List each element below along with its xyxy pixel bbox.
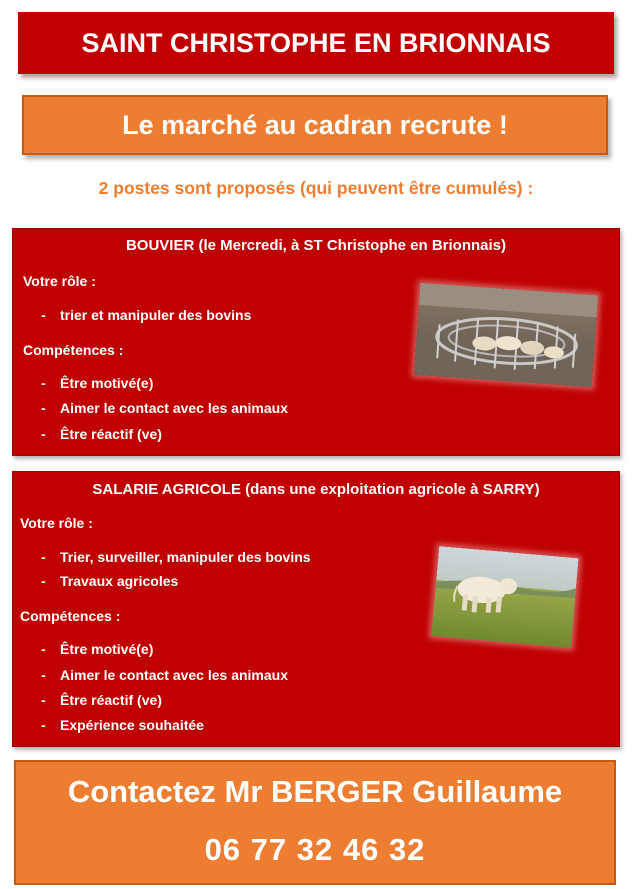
headline-text: Le marché au cadran recrute ! bbox=[122, 109, 508, 140]
list-item: - Trier, surveiller, manipuler des bovins bbox=[41, 549, 311, 565]
list-item: - trier et manipuler des bovins bbox=[41, 307, 252, 323]
charolais-cow-photo bbox=[431, 546, 578, 648]
list-item: - Expérience souhaitée bbox=[41, 717, 204, 733]
cattle-pen-photo bbox=[414, 283, 598, 387]
list-item: - Aimer le contact avec les animaux bbox=[41, 400, 288, 416]
list-item: - Être réactif (ve) bbox=[41, 692, 162, 708]
job-card-bouvier bbox=[12, 228, 620, 456]
list-item: - Être motivé(e) bbox=[41, 375, 154, 391]
role-label: Votre rôle : bbox=[20, 515, 93, 531]
job-title: SALARIE AGRICOLE (dans une exploitation agricole à SARRY) bbox=[92, 481, 540, 498]
job-title: BOUVIER (le Mercredi, à ST Christophe en Brionnais) bbox=[125, 237, 507, 254]
list-item: - Être motivé(e) bbox=[41, 641, 154, 657]
positions-subtitle: 2 postes sont proposés (qui peuvent être cumulés) : bbox=[98, 178, 534, 198]
list-item: - Être réactif (ve) bbox=[41, 426, 162, 442]
town-banner bbox=[18, 12, 614, 74]
contact-box bbox=[14, 760, 616, 885]
contact-phone[interactable]: 06 77 32 46 32 bbox=[204, 832, 426, 867]
headline-banner bbox=[22, 95, 608, 155]
list-item: - Travaux agricoles bbox=[41, 573, 179, 589]
skills-label: Compétences : bbox=[23, 342, 124, 358]
role-label: Votre rôle : bbox=[23, 273, 96, 289]
contact-name: Contactez Mr BERGER Guillaume bbox=[67, 774, 563, 809]
town-title: SAINT CHRISTOPHE EN BRIONNAIS bbox=[81, 27, 551, 58]
list-item: - Aimer le contact avec les animaux bbox=[41, 667, 288, 683]
job-card-salarie-agricole bbox=[12, 471, 620, 747]
skills-label: Compétences : bbox=[20, 608, 121, 624]
